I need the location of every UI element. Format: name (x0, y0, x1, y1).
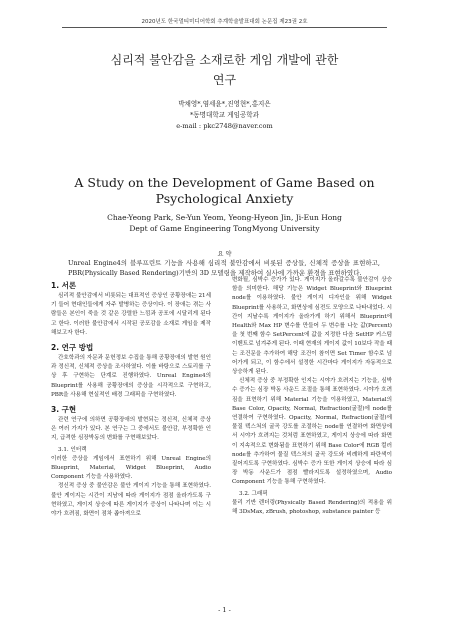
section-method-title: 2. 연구 방법 (51, 343, 94, 353)
subsection-interaction-title: 3.1. 인터랙 (58, 446, 87, 453)
abstract-text: Unreal Engine4의 블루프린트 기능을 사용해 심리적 불안감에서 비롯된 증상들, 신체적 증상을 표현하고, PBR(Physically Based Rendering)기반의 3D 모델링을 제작하여 실사에 가까운 환경을 표현하였다. (68, 259, 380, 277)
right-paragraph-1: 변화될, 심박수 증가가 있다. 게이지가 올라갈수록 불안감이 상승함을 의미한다. 해당 기능은 Widget Blueprint와 Blueprint node를 이용하였다. 불안 게이지 디자인을 위해 Widget Blueprint를 사용하고, 화면상에 심전도 모양으로 나타내었다. 시간이 지날수록 게이지가 올라가게 하기 위해서 Blueprint에 Health와 Max HP 변수를 만들어 두 변수를 나눈 값(Percent)을 첫 번째 함수 SetPercent에 값을 지정한 다음 SetHP 커스텀 이벤트로 넘겨주게 된다. 이때 현재의 게이지 값이 10보다 작을 때는 조건문을 추가하여 해당 조건이 참이면 Set Timer 함수로 넘어가게 되고, 이 함수에서 설정한 시간마다 게이지가 자동적으로 상승하게 된다. (232, 277, 392, 376)
english-affiliation: Dept of Game Engineering TongMyong University (129, 224, 320, 233)
korean-title-line-2: 연구 (212, 73, 237, 87)
subsection-interaction-text: 이러한 증상을 게임에서 표현하기 위해 Unreal Engine의 Blueprint, Material, Widget Blueprint, Audio Component 기능을 사용하였다. (51, 455, 211, 481)
author-email: e-mail : pkc2748@naver.com (176, 122, 273, 130)
section-introduction-title: 1. 서론 (51, 281, 77, 290)
subsection-graphics-title: 3.2. 그래픽 (239, 490, 268, 497)
right-column (232, 276, 392, 517)
subsection-interaction-text-2: 정신적 증상 중 불안감은 불안 게이지 기능을 통해 표현하였다. 불안 게이지는 시간이 지남에 따라 게이지가 점점 올라가도록 구현하였고, 게이지 상승에 따른 게이지가 증상이 나타나며 이는 시야가 흐려짐, 화면이 점차 좁아져으로 (51, 483, 211, 518)
english-title-line-1: A Study on the Development of Game Based on (74, 175, 375, 190)
korean-affiliation: *동명대학교 게임공학과 (189, 111, 260, 119)
korean-author-names: 박채영*,염세윤*,진영현*,홍지은 (178, 100, 271, 108)
section-introduction-text: 심리적 불안감에서 비롯되는 대표적인 증상인 공황장애는 21세기 들어 현대인들에게 자주 발병하는 증상이다. 이 장애는 겪는 사람들은 본인이 죽을 것 같은 강렬한 느낌과 공포에 시달리게 된다고 한다. 이러한 불안감에서 시작된 공포감을 소재로 게임을 제작해보고자 한다. (51, 293, 211, 336)
subsection-graphics-text: 물리 기반 렌더링(Physically Based Rendering)의 적용을 위해 3DsMax, zBrush, photoshop, substance painter 등 (232, 499, 392, 516)
section-method-text: 간호학과의 자문과 문헌정보 수집을 통해 공황장애의 발현 원인과 정신적, 신체적 증상을 조사하였다. 이를 바탕으로 스토리를 구상 후 구현하는 단계로 진행하였다. Unreal Engine4의 Blueprint를 사용해 공황장애의 증상을 시각적으로 구현하고, PBR을 사용해 현실적인 배경 그래픽을 구현하였다. (51, 355, 211, 398)
left-column (51, 276, 211, 519)
header-rule (62, 27, 387, 28)
korean-authors (0, 99, 449, 132)
section-implementation-text: 관련 연구에 의하면 공황장애의 발현되는 정신적, 신체적 증상은 여러 가지가 있다. 본 연구는 그 중에서도 불안감, 부정확한 인지, 급격한 심장박동의 변화를 구현해보았다. (51, 417, 211, 442)
right-paragraph-2: 신체적 증상 중 부정확한 인지는 시야가 흐려지는 기능을, 심박수 증가는 심장 박동 사운드 조절을 통해 표현하였다. 시야가 흐려짐을 표현하기 위해 Material 기능을 이용하였고, Material의 Base Color, Opacity, Normal, Refraction(굴절)에 node를 연결하여 구현하였다. Opacity, Normal, Refraction(굴절)에 물질 텍스쳐의 굴곡 강도를 조절하는 node를 연결하여 화면상에서 시야가 흐려지는 것처럼 표현하였고, 게이지 상승에 따라 화면이 지속적으로 변화됨을 표현하기 위해 Base Color에 RGB 컬러 node를 추가하여 물질 텍스처의 굴곡 강도와 비례하게 파란색이 짙어지도록 구현하였다. 심박수 증가 또한 게이지 상승에 따라 심장 박동 사운드가 점점 빨라지도록 설정하였으며, Audio Component 기능을 통해 구현하였다. (232, 378, 392, 486)
english-author-names: Chae-Yeong Park, Se-Yun Yeom, Yeong-Hyeon Jin, Ji-Eun Hong (107, 213, 342, 222)
korean-title-line-1: 심리적 불안감을 소재로한 게임 개발에 관한 (110, 53, 339, 67)
english-title-line-2: Psychological Anxiety (155, 191, 294, 206)
english-title (0, 175, 449, 207)
page-number: - 1 - (218, 606, 231, 614)
running-header: 2020년도 한국멀티미디어학회 추계학술발표대회 논문집 제23권 2호 (141, 19, 308, 25)
korean-title (0, 50, 449, 90)
english-authors (0, 212, 449, 234)
section-implementation-title: 3. 구현 (51, 405, 77, 415)
abstract-heading: 요 약 (217, 251, 232, 258)
